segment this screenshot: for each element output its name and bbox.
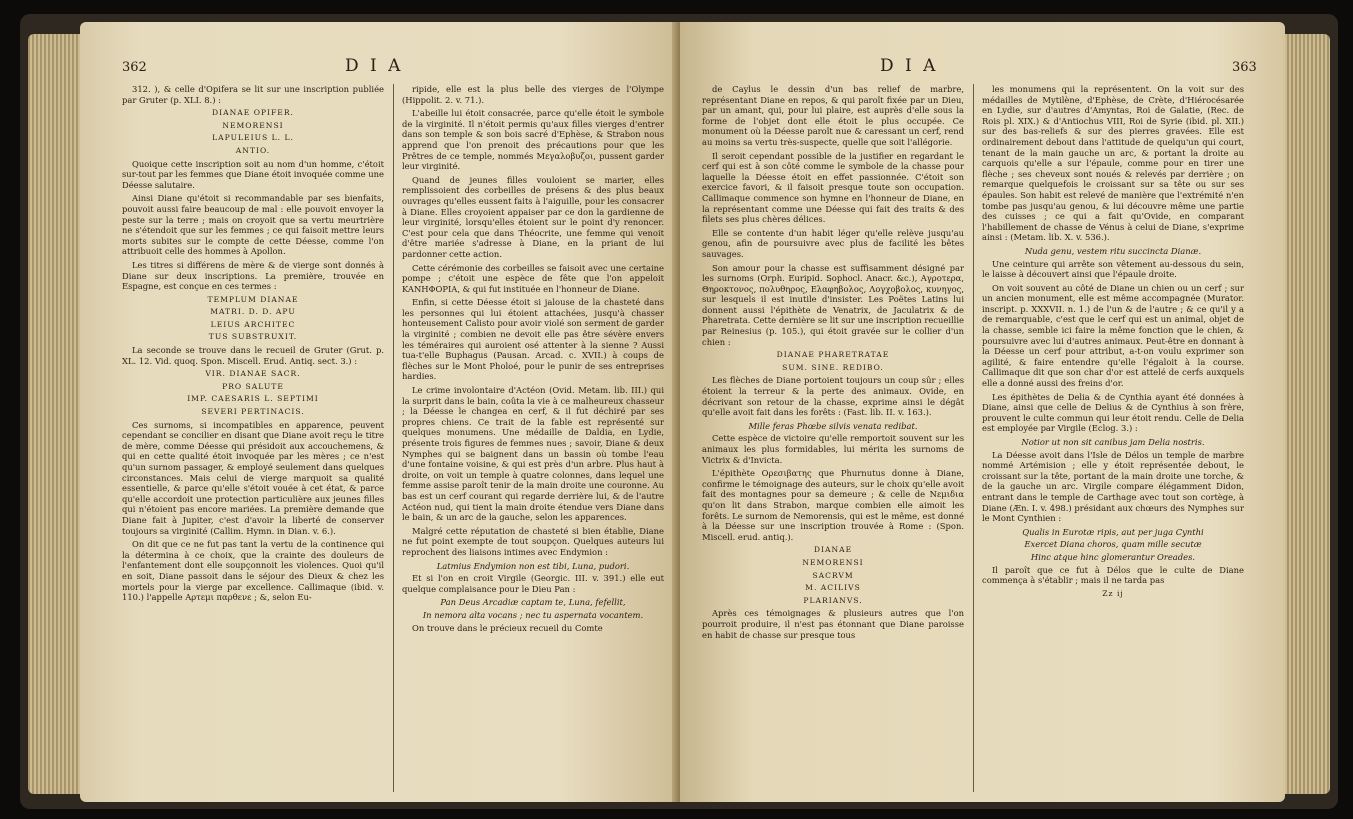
paragraph: Cette espèce de victoire qu'elle remportoit souvent sur les animaux les plus formidables, lui mérita les surnoms de Victrix & d'Invicta. [702, 433, 964, 465]
paragraph: Quand de jeunes filles vouloient se marier, elles remplissoient des corbeilles de présens & des plus beaux ouvrages qu'elles eussent faits à l'aiguille, pour les consacrer à Diane. Elles croyoient appaiser par ce don la gardienne de leur virginité, lorsqu'elles étoient sur le point d'y renoncer. C'est pour cela que dans Théocrite, une femme qui venoit d'être mariée s'adresse à Diane, en la priant de lui pardonner cette action. [402, 174, 664, 259]
verse-quote: Hinc atque hinc glomerantur Oreades. [1030, 551, 1196, 562]
paragraph: Quoique cette inscription soit au nom d'un homme, c'étoit sur-tout par les femmes que Diane étoit invoquée comme une Déesse salutaire. [122, 158, 384, 190]
inscription-line: NEMORENSI [222, 120, 284, 130]
inscription-line: SUM. SINE. REDIBO. [782, 362, 884, 372]
paragraph: Les flèches de Diane portoient toujours un coup sûr ; elles étoient la terreur & la perte des animaux. Ovide, en décrivant son retour de la chasse, exprime ainsi le dégât qu'elle avoit fait dans les forêts : (Fast. lib. II. v. 163.). [702, 375, 964, 418]
inscription-line: NEMORENSI [802, 557, 864, 567]
running-header: D I A [880, 56, 939, 76]
left-page [80, 22, 680, 802]
paragraph: Ainsi Diane qu'étoit si recommandable par ses bienfaits, pouvoit aussi faire beaucoup de mal : elle pouvoit envoyer la peste sur la terre ; mais on croyoit que sa vertu meurtrière ne s'étendoit que sur les femmes ; ce qui faisoit mettre leurs morts subites sur le compte de cette Déesse, comme l'on attribuoit celle des hommes à Apollon. [122, 193, 384, 257]
paragraph: Les épithètes de Delia & de Cynthia ayant été données à Diane, ainsi que celle de Delius & de Cynthius à son frère, prouvent le culte commun qui leur étoit rendu. Celle de Delia est employée par Virgile (Eclog. 3.) : [982, 391, 1244, 434]
inscription-line: DIANAE PHARETRATAE [776, 350, 890, 360]
text-column-1 [702, 84, 964, 643]
inscription-line: TUS SUBSTRUXIT. [208, 332, 298, 342]
page-number: 363 [1232, 60, 1257, 75]
inscription-line: MATRI. D. D. APU [210, 307, 296, 317]
paragraph: Après ces témoignages & plusieurs autres que l'on pourroit produire, il n'est pas étonnant que Diane paroisse en habit de chasse sur presque tous [702, 608, 964, 640]
verse-quote: Mille feras Phœbe silvis venata redibat. [748, 420, 918, 431]
text-column-2 [982, 84, 1244, 601]
inscription-line: LEIUS ARCHITEC [210, 319, 296, 329]
inscription-line: IMP. CAESARIS L. SEPTIMI [187, 394, 319, 404]
paragraph: Il seroit cependant possible de la justifier en regardant le cerf qui est à son côté comme le symbole de la chasse pour laquelle la Déesse étoit en effet passionnée. C'étoit son exercice favori, & il faisoit presque toute son occupation. Callimaque commence son hymne en l'honneur de Diane, en la représentant comme une Déesse qui fait des traits & des filets ses plus chères délices. [702, 150, 964, 225]
paragraph: Une ceinture qui arrête son vêtement au-dessous du sein, le laisse à découvert ainsi que l'épaule droite. [982, 258, 1244, 280]
inscription-line: TEMPLUM DIANAE [207, 294, 299, 304]
paragraph: On trouve dans le précieux recueil du Comte [412, 622, 603, 633]
page-edges-left [28, 34, 80, 794]
inscription-line: VIR. DIANAE SACR. [205, 369, 301, 379]
page-number: 362 [122, 60, 147, 75]
inscription-line: DIANAE OPIFER. [212, 108, 294, 118]
text-column-2 [402, 84, 664, 636]
paragraph: Il paroît que ce fut à Délos que le culte de Diane commença à s'établir ; mais il ne tarda pas [982, 564, 1244, 586]
verse-quote: In nemora alta vocans ; nec tu aspernata vocantem. [422, 609, 644, 620]
paragraph: 312. ), & celle d'Opifera se lit sur une inscription publiée par Gruter (p. XLI. 8.) : [122, 84, 384, 105]
inscription-line: SACRVM [812, 570, 854, 580]
inscription-line: DIANAE [813, 545, 853, 555]
inscription-line: SEVERI PERTINACIS. [201, 407, 305, 417]
text-column-1 [122, 84, 384, 606]
paragraph: de Caylus le dessin d'un bas relief de marbre, représentant Diane en repos, & qui paroît fixée par un Dieu, par un amant, qui, pour lui plaire, est auprès d'elle sous la forme de l'objet dont elle étoit le plus occupée. Ce monument où la Déesse paroît nue & caressant un cerf, rend au moins sa vertu très-suspecte, quelle que soit l'allégorie. [702, 84, 964, 147]
inscription-line: M. ACILIVS [805, 583, 861, 593]
verse-quote: Notior ut non sit canibus jam Delia nostris. [1021, 437, 1205, 447]
paragraph: Son amour pour la chasse est suffisamment désigné par les surnoms (Orph. Euripid. Sophocl. Anacr. &c.), Αγροτερα, Θηροκτονος, πολυθηρος, Ελαφηβολος, Λογχοβολος, κυνηγος, sur lesquels il est inutile d'insister. Les Poëtes Latins lui donnent aussi l'épithète de Venatrix, de Jaculatrix & de Pharetrata. Cette dernière se lit sur une inscription recueillie par Reinesius (p. 105.), qui étoit gravée sur le collier d'un chien : [702, 262, 964, 347]
paragraph: La Déesse avoit dans l'Isle de Délos un temple de marbre nommé Artémision ; elle y étoit représentée debout, le croissant sur la tête, portant de la main droite une torche, & de la gauche un arc. Virgile compare élégamment Didon, entrant dans le temple de Carthage avec tout son cortège, à Diane (Æn. I. v. 498.) présidant aux chœurs des Nymphes sur le Mont Cynthien : [982, 449, 1244, 524]
running-header: D I A [345, 56, 404, 76]
inscription-line: ANTIO. [235, 145, 271, 155]
open-book [20, 14, 1338, 809]
verse-quote: Nuda genu, vestem ritu succincta Dianæ. [1024, 245, 1202, 256]
column-rule [393, 84, 394, 792]
inscription-line: Zz ij [1102, 588, 1124, 598]
paragraph: Les titres si différens de mère & de vierge sont donnés à Diane sur deux inscriptions. La première, trouvée en Espagne, est conçue en ces termes : [122, 259, 384, 292]
inscription-line: PRO SALUTE [222, 381, 284, 391]
paragraph: Ces surnoms, si incompatibles en apparence, peuvent cependant se concilier en disant que Diane avoit reçu le titre de mère, comme Déesse qui présidoit aux accouchemens, & qui en cette qualité étoit invoquée par les mères ; ce n'est qu'un surnom passager, & employé seulement dans quelques circonstances. Mais celui de vierge marquoit sa qualité essentielle, & parce qu'elle s'étoit vouée à cet état, & parce qu'elle accordoit une protection particulière aux jeunes filles qui n'étoient pas encore mariées. La première demande que Diane fait à Jupiter, c'est d'avoir la liberté de conserver toujours sa virginité (Callim. Hymn. in Dian. v. 6.). [122, 419, 384, 536]
paragraph: Enfin, si cette Déesse étoit si jalouse de la chasteté dans les personnes qui lui étoient attachées, jusqu'à chasser honteusement Calisto pour avoir violé son serment de garder la virginité ; combien ne devoit elle pas être sévère envers les téméraires qui auroient osé attenter à la sienne ? Aussi tua-t'elle Buphagus (Pausan. Arcad. c. XVII.) à coups de flèches sur le Mont Pholoé, pour le punir de ses entreprises hardies. [402, 297, 664, 382]
paragraph: Elle se contente d'un habit léger qu'elle relève jusqu'au genou, afin de poursuivre avec plus de facilité les bêtes sauvages. [702, 227, 964, 259]
verse-quote: Qualis in Eurotæ ripis, aut per juga Cynthi [1022, 526, 1204, 537]
paragraph: Malgré cette réputation de chasteté si bien établie, Diane ne fut point exempte de tout soupçon. Quelques auteurs lui reprochent des liaisons intimes avec Endymion : [402, 525, 664, 557]
right-page [680, 22, 1285, 802]
paragraph: Et si l'on en croit Virgile (Georgic. III. v. 391.) elle eut quelque complaisance pour le Dieu Pan : [402, 573, 664, 594]
paragraph: L'abeille lui étoit consacrée, parce qu'elle étoit le symbole de la virginité. Il n'étoit permis qu'aux filles vierges d'entrer dans son temple & son bois sacré d'Ephèse, & Strabon nous apprend que l'on prenoit des précautions pour que les Prêtres de ce temple, nommés Μεγαλοβυζοι, pussent garder leur virginité. [402, 108, 664, 172]
paragraph: L'épithète Ορεσιβατης que Phurnutus donne à Diane, confirme le témoignage des auteurs, sur le choix qu'elle avoit fait des montagnes pour sa demeure ; & celle de Νεμιδια qu'on lit dans Strabon, marque combien elle aimoit les forêts. Le surnom de Nemorensis, qui est le même, est donné à la Déesse sur une inscription trouvée à Rome : (Spon. Miscell. erud. antiq.). [702, 468, 964, 542]
inscription-line: LAPULEIUS L. L. [212, 133, 294, 143]
paragraph: les monumens qui la représentent. On la voit sur des médailles de Mytilène, d'Ephèse, de Crète, d'Hiérocésarée en Lydie, sur d'autres d'Amyntas, Roi de Galatie, (Rec. de Rois pl. XIX.) & d'Antiochus VIII, Roi de Syrie (ibid. pl. XII.) sur des bas-reliefs & sur des pierres gravées. Elle est ordinairement debout dans l'attitude de quelqu'un qui court, tenant de la main gauche un arc, & portant la droite au carquois qu'elle a sur l'épaule, comme pour en tirer une flèche ; ses cheveux sont noués & relevés par derrière ; on remarque quelquefois le croissant sur sa tête ou sur ses épaules. Son habit est relevé de manière que l'extrémité n'en tombe pas jusqu'au genou, & lui découvre même une partie des cuisses ; ce qui a fait qu'Ovide, en comparant l'habillement de chasse de Vénus à celui de Diane, s'exprime ainsi : (Metam. lib. X. v. 536.). [982, 84, 1244, 243]
column-rule [973, 84, 974, 792]
paragraph: ripide, elle est la plus belle des vierges de l'Olympe (Hippolit. 2. v. 71.). [402, 84, 664, 105]
verse-quote: Exercet Diana choros, quam mille secutæ [1024, 539, 1202, 550]
verse-quote: Pan Deus Arcadiæ captam te, Luna, fefellit, [440, 597, 626, 608]
inscription-line: PLARIANVS. [803, 595, 863, 605]
paragraph: La seconde se trouve dans le recueil de Gruter (Grut. p. XL. 12. Vid. quoq. Spon. Miscell. Erud. Antiq. sect. 3.) : [122, 345, 384, 366]
verse-quote: Latmius Endymion non est tibi, Luna, pudori. [436, 560, 630, 571]
paragraph: On dit que ce ne fut pas tant la vertu de la continence qui la détermina à ce choix, que la crainte des douleurs de l'enfantement dont elle soupçonnoit les violences. Quoi qu'il en soit, Diane passoit dans le séjour des Dieux & chez les mortels pour la vierge par excellence. Callimaque (ibid. v. 110.) l'appelle Αρτεμι παρθενε ; &, selon Eu- [122, 539, 384, 603]
paragraph: Le crime involontaire d'Actéon (Ovid. Metam. lib. III.) qui la surprit dans le bain, coûta la vie à ce malheureux chasseur ; la Déesse le changea en cerf, & il fut déchiré par ses propres chiens. Ce trait de la fable est représenté sur quelques monumens. Une médaille de Daldia, en Lydie, présente trois figures de femmes nues ; savoir, Diane & deux Nymphes qui se baignent dans un bassin où tombe l'eau d'une fontaine voisine, & qui est près d'un arbre. Plus haut à droite, on voit un temple à quatre colonnes, dans lequel une femme assise paroît tenir de la main droite une couronne. Au bas est un cerf courant qui regarde derrière lui, & de l'autre Actéon nud, qui tient la main droite étendue vers Diane dans le bain, & un arc de la gauche, selon les apparences. [402, 385, 664, 523]
paragraph: Cette cérémonie des corbeilles se faisoit avec une certaine pompe ; c'étoit une espèce de fête que l'on appeloit KANHΦOPIA, & qui fut instituée en l'honneur de Diane. [402, 262, 664, 294]
page-edges-right [1285, 34, 1330, 794]
paragraph: On voit souvent au côté de Diane un chien ou un cerf ; sur un ancien monument, elle est même accompagnée (Murator. inscript. p. XXXVII. n. 1.) de l'un & de l'autre ; & ce qu'il y a de remarquable, c'est que le cerf qui est un animal, objet de la chasse, semble ici faire la même fonction que le chien, & poursuivre avec lui d'autres animaux. Peut-être en donnant à la Déesse un cerf pour attribut, a-t-on voulu exprimer son agilité, & faire entendre qu'elle l'égaloit à la course. Callimaque dit que son char d'or est attelé de cerfs auxquels elle a donné aussi des freins d'or. [982, 282, 1244, 389]
